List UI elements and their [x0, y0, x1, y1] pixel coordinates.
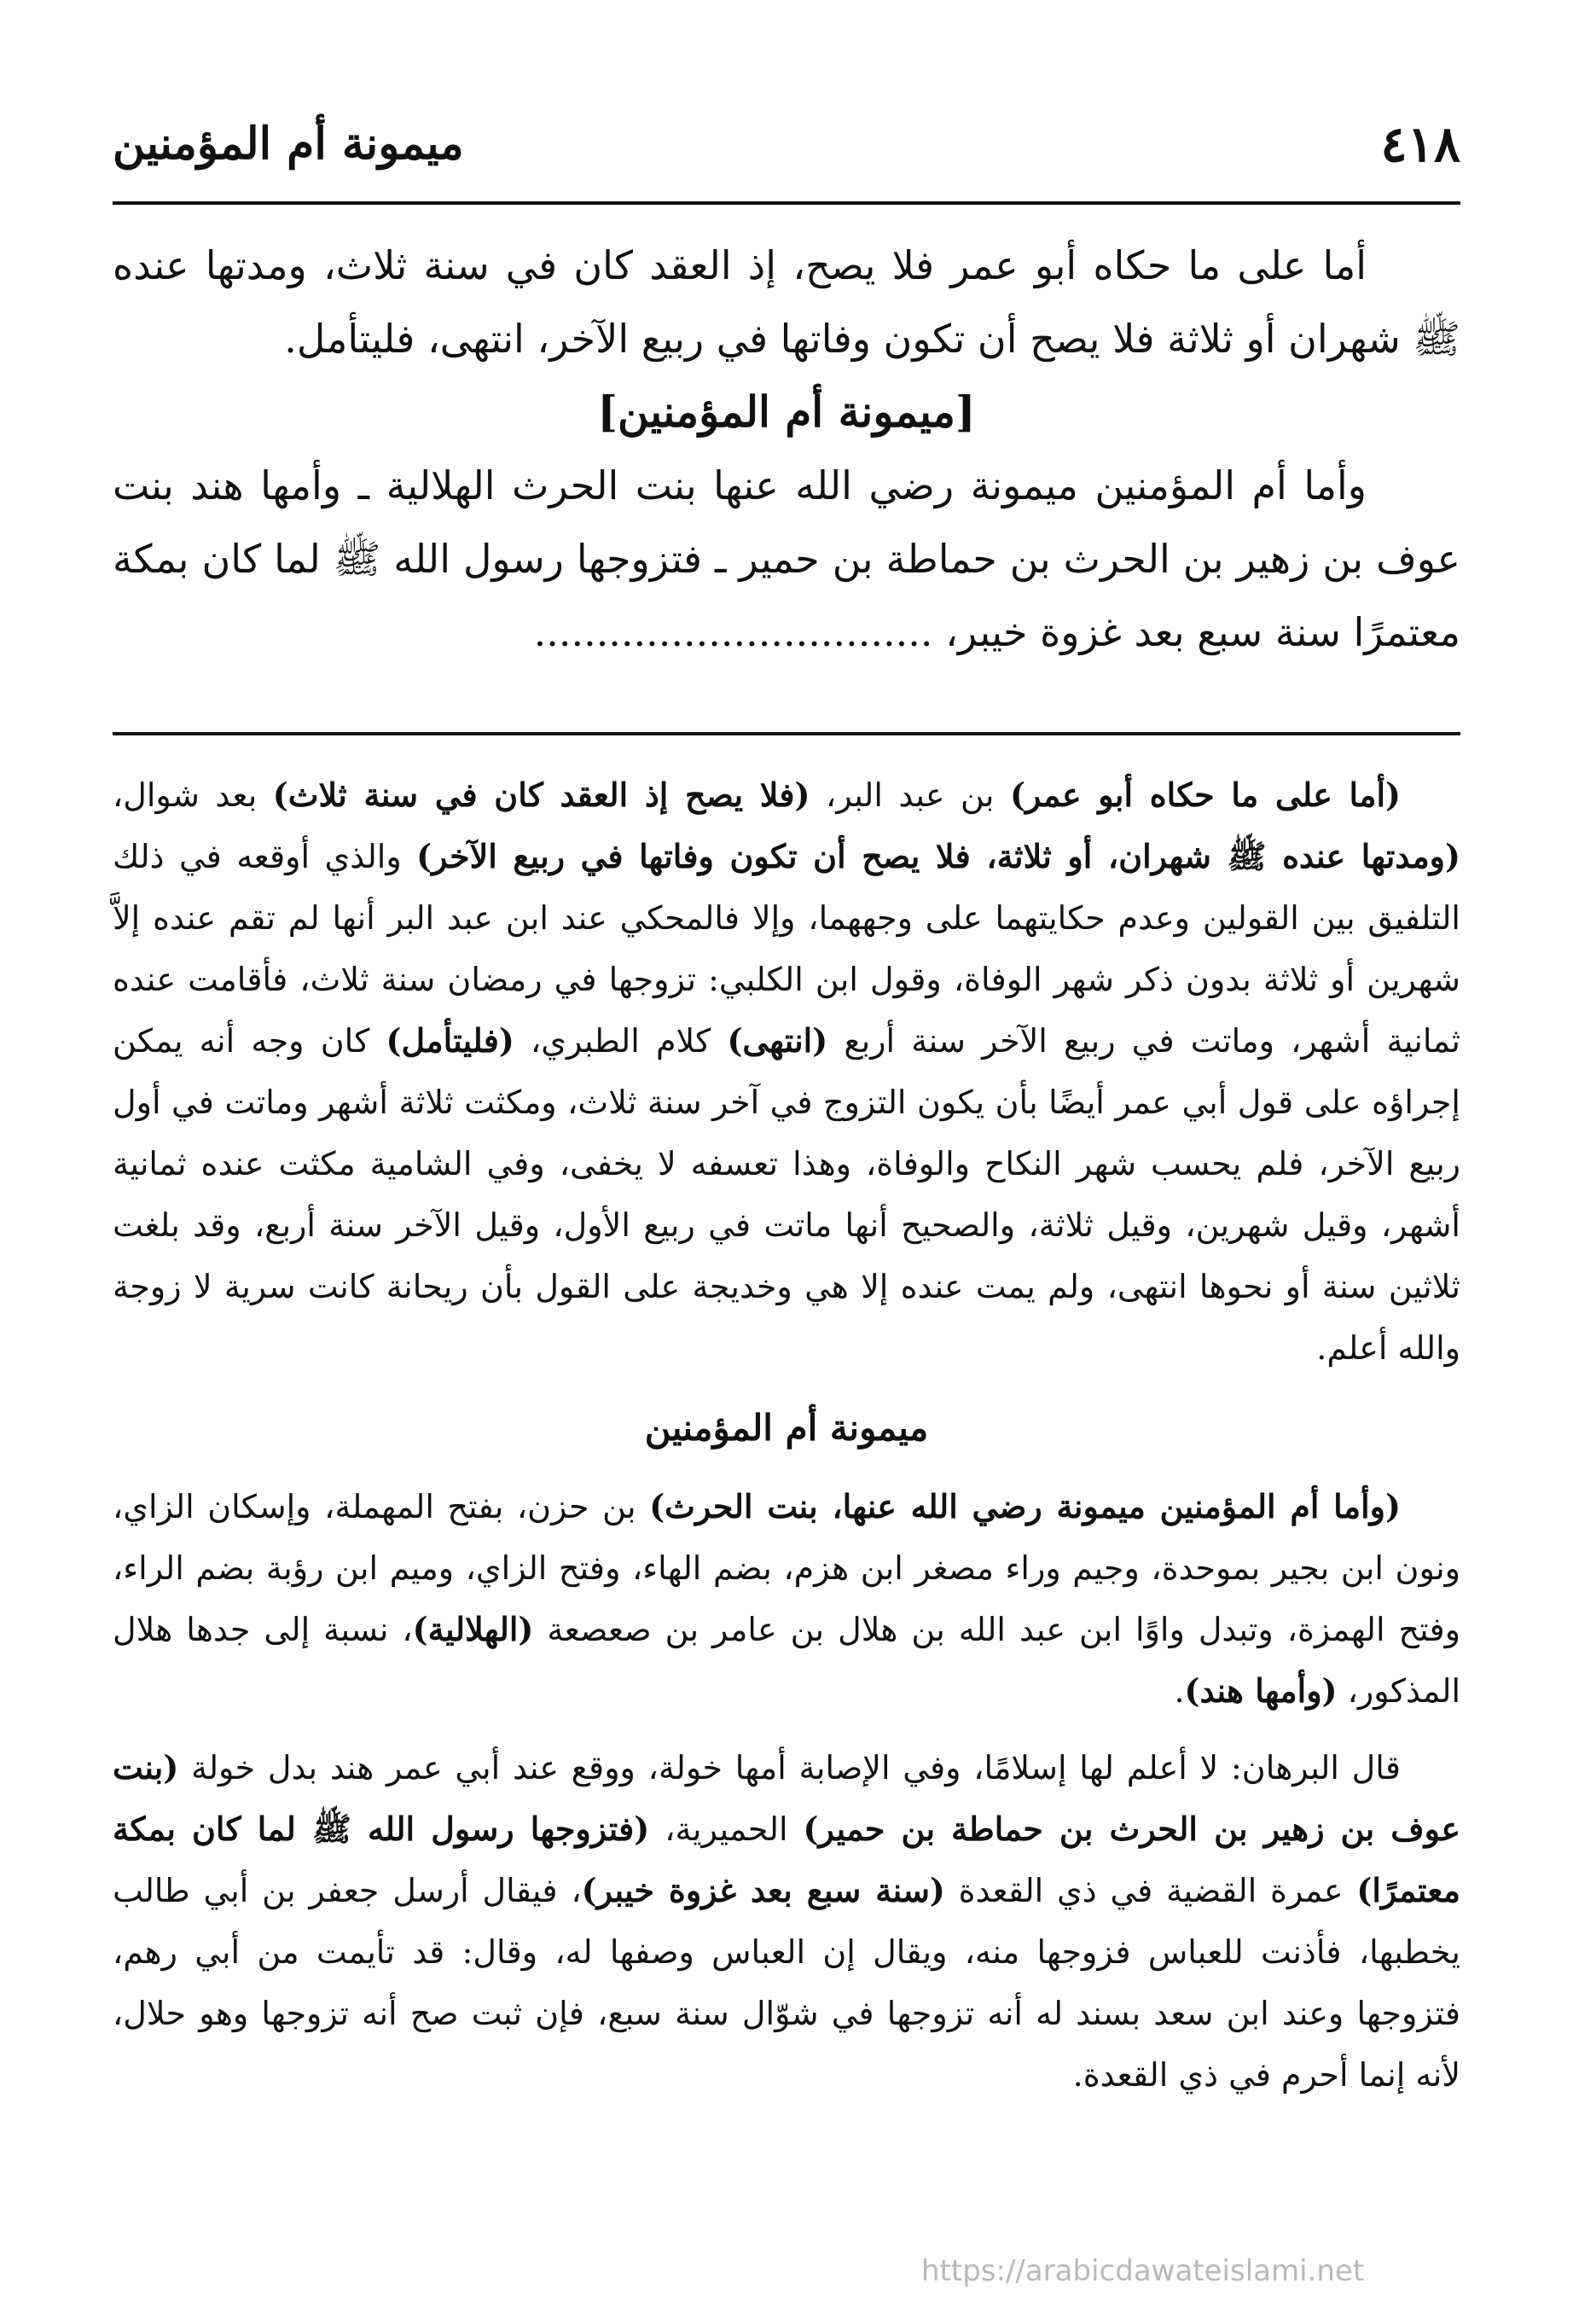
commentary-section-heading: ميمونة أم المؤمنين [644, 1407, 929, 1449]
main-paragraph-2-text: وأما أم المؤمنين ميمونة رضي الله عنها بنت الحرث الهلالية ـ وأمها هند بنت عوف بن زهير بن الحرث بن حماطة بن حمير ـ فتزوجها رسول الله ﷺ لما كان بمكة معتمرًا سنة سبع بعد غزوة خيبر، [113, 462, 1460, 655]
quoted-phrase: (انتهى) [727, 1021, 828, 1060]
commentary-text: ، فيقال أرسل جعفر بن أبي طالب يخطبها، فأذنت للعباس فزوجها منه، ويقال إن العباس وصفها له، وقال: قد تأيمت من أبي رهم، فتزوجها وعند ابن سعد بسند له أنه تزوجها في شوّال سنة سبع، فإن ثبت صح أنه تزوجها وهو حلال، لأنه إنما أحرم في ذي القعدة. [113, 1872, 1460, 2094]
main-section-heading: [ميمونة أم المؤمنين] [597, 386, 976, 437]
quoted-phrase: (بنت عوف بن زهير بن الحرث بن حماطة بن حمير) [113, 1748, 1460, 1848]
quoted-phrase: (وأما أم المؤمنين ميمونة رضي الله عنها، بنت الحرث) [649, 1487, 1401, 1525]
separator-rule [113, 732, 1460, 735]
main-text [113, 229, 1460, 669]
page-number: ٤١٨ [1380, 115, 1460, 173]
commentary-text: كلام الطبري، [514, 1022, 728, 1060]
source-watermark: https://arabicdawateislami.net [921, 2254, 1365, 2288]
quoted-phrase: (فلا يصح إذ العقد كان في سنة ثلاث) [272, 776, 810, 814]
commentary-paragraph-3 [113, 1737, 1460, 2106]
main-paragraph-1: أما على ما حكاه أبو عمر فلا يصح، إذ العقد كان في سنة ثلاث، ومدتها عنده ﷺ شهران أو ثلاثة فلا يصح أن تكون وفاتها في ربيع الآخر، انتهى، فليتأمل. [113, 242, 1460, 362]
quoted-phrase: (فتزوجها رسول الله ﷺ لما كان بمكة معتمرًا) [113, 1810, 1460, 1909]
commentary-text: . [1174, 1672, 1185, 1710]
quoted-phrase: (سنة سبع بعد غزوة خيبر) [581, 1871, 945, 1909]
commentary-text: الحميرية، [649, 1810, 804, 1848]
main-paragraph-2 [113, 449, 1460, 669]
commentary-text: بن عبد البر، [810, 776, 1011, 814]
commentary-text: والذي أوقعه في ذلك التلفيق بين القولين وعدم حكايتهما على وجههما، وإلا فالمحكي عند ابن عبد البر أنها لم تقم عنده إلاَّ شهرين أو ثلاثة بدون ذكر شهر الوفاة، وقول ابن الكلبي: تزوجها في رمضان سنة ثلاث، فأقامت عنده ثمانية أشهر، وماتت في ربيع الآخر سنة أربع [113, 838, 1461, 1060]
quoted-phrase: (الهلالية) [412, 1610, 534, 1648]
commentary-text: عمرة القضية في ذي القعدة [944, 1872, 1357, 1909]
quoted-phrase: (فليتأمل) [386, 1021, 514, 1060]
quoted-phrase: (وأمها هند) [1184, 1671, 1338, 1710]
commentary-text: قال البرهان: لا أعلم لها إسلامًا، وفي الإصابة أمها خولة، ووقع عند أبي عمر هند بدل خولة [178, 1749, 1401, 1787]
commentary-paragraph-1 [113, 764, 1460, 1379]
commentary-text: بعد شوال، [113, 776, 273, 814]
commentary-text: ، نسبة إلى جدها هلال المذكور، [113, 1611, 1460, 1710]
commentary [113, 764, 1460, 2106]
commentary-text: كان وجه أنه يمكن إجراؤه على قول أبي عمر أيضًا بأن يكون التزوج في آخر سنة ثلاث، ومكثت ثلاثة أشهر وماتت في أول ربيع الآخر، فلم يحسب شهر النكاح والوفاة، وهذا تعسفه لا يخفى، وفي الشامية مكثت عنده ثمانية أشهر، وقيل شهرين، وقيل ثلاثة، والصحيح أنها ماتت في ربيع الأول، وقيل الآخر سنة أربع، وقد بلغت ثلاثين سنة أو نحوها انتهى، ولم يمت عنده إلا هي وخديجة على القول بأن ريحانة كانت سرية لا زوجة والله أعلم. [113, 1022, 1460, 1367]
commentary-text: بن حزن، بفتح المهملة، وإسكان الزاي، ونون ابن بجير بموحدة، وجيم وراء مصغر ابن هزم، بضم الهاء، وفتح الزاي، وميم ابن رؤبة بضم الراء، وفتح الهمزة، وتبدل واوًا ابن عبد الله بن هلال بن عامر بن صعصعة [113, 1488, 1460, 1648]
commentary-paragraph-2 [113, 1476, 1460, 1722]
header-rule [113, 201, 1460, 205]
running-title: ميمونة أم المؤمنين [113, 118, 464, 170]
quoted-phrase: (أما على ما حكاه أبو عمر) [1010, 776, 1401, 814]
running-header [113, 109, 1460, 177]
quoted-phrase: (ومدتها عنده ﷺ شهران، أو ثلاثة، فلا يصح أن تكون وفاتها في ربيع الآخر) [416, 837, 1461, 875]
dotted-leader: ................................ [533, 609, 933, 655]
